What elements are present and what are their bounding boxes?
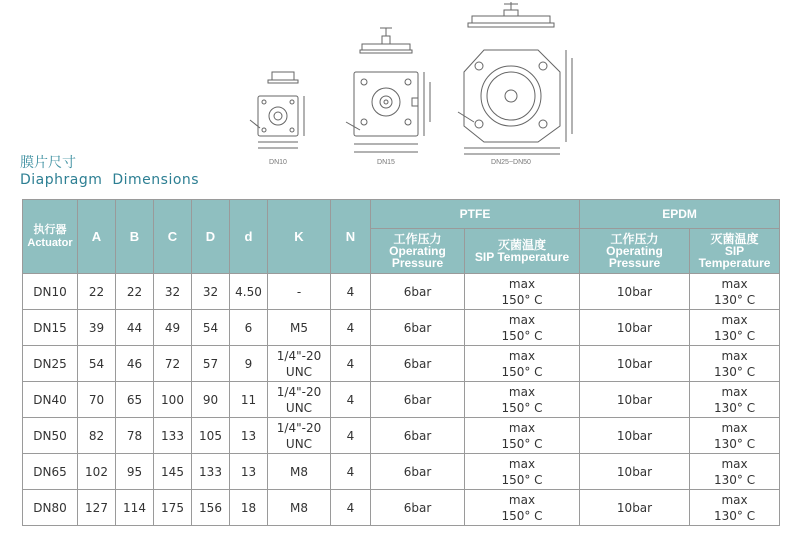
cell-epdm-pressure: 10bar — [580, 382, 690, 418]
header-col-n: N — [331, 200, 371, 274]
header-col-k: K — [268, 200, 331, 274]
drawing-dn15 — [346, 28, 430, 152]
table-body — [23, 274, 780, 526]
title-word-1: Diaphragm — [20, 172, 103, 188]
cell-ptfe-temperature — [465, 418, 580, 454]
cell-d-small: 9 — [230, 346, 268, 382]
header-epdm-operating-pressure — [580, 229, 690, 274]
cell-c: 32 — [154, 274, 192, 310]
cell-epdm-temperature-line: 130° C — [713, 328, 756, 343]
cell-epdm-temperature-line: max — [721, 456, 748, 471]
table-row — [23, 382, 780, 418]
cell-epdm-temperature-line: max — [721, 492, 748, 507]
drawing-dn25-dn50 — [458, 2, 572, 154]
cell-d-small: 18 — [230, 490, 268, 526]
header-col-c: C — [154, 200, 192, 274]
epdm-op-en1: Operating — [606, 244, 663, 258]
cell-d: 32 — [192, 274, 230, 310]
drawings-svg — [236, 2, 596, 166]
cell-epdm-temperature-line: max — [721, 420, 748, 435]
cell-d-small: 4.50 — [230, 274, 268, 310]
header-ptfe-sip-temperature — [465, 229, 580, 274]
ptfe-op-en1: Operating — [389, 244, 446, 258]
cell-ptfe-pressure: 6bar — [371, 490, 465, 526]
cell-k: M8 — [268, 490, 331, 526]
cell-c: 145 — [154, 454, 192, 490]
cell-k-line: 1/4"-20 — [276, 384, 322, 399]
cell-epdm-temperature-line: 130° C — [713, 472, 756, 487]
cell-a: 82 — [78, 418, 116, 454]
cell-k: M5 — [268, 310, 331, 346]
cell-k-line: UNC — [285, 364, 313, 379]
table-row — [23, 454, 780, 490]
cell-n: 4 — [331, 382, 371, 418]
cell-a: 102 — [78, 454, 116, 490]
cell-ptfe-temperature — [465, 382, 580, 418]
cell-k — [268, 418, 331, 454]
cell-epdm-temperature-line: 130° C — [713, 364, 756, 379]
cell-d-small: 11 — [230, 382, 268, 418]
cell-ptfe-temperature-line: 150° C — [501, 472, 543, 487]
cell-actuator: DN40 — [23, 382, 78, 418]
cell-epdm-temperature-line: max — [721, 276, 748, 291]
header-ptfe-operating-pressure — [371, 229, 465, 274]
cell-d-small: 13 — [230, 418, 268, 454]
cell-c: 49 — [154, 310, 192, 346]
cell-actuator: DN80 — [23, 490, 78, 526]
cell-d: 133 — [192, 454, 230, 490]
cell-epdm-temperature-line: 130° C — [713, 508, 756, 523]
diaphragm-drawings — [236, 2, 596, 166]
cell-epdm-temperature-line: max — [721, 384, 748, 399]
cell-a: 22 — [78, 274, 116, 310]
cell-b: 46 — [116, 346, 154, 382]
cell-b: 95 — [116, 454, 154, 490]
cell-actuator: DN25 — [23, 346, 78, 382]
cell-n: 4 — [331, 346, 371, 382]
cell-n: 4 — [331, 310, 371, 346]
cell-ptfe-temperature-line: max — [508, 492, 536, 507]
cell-n: 4 — [331, 274, 371, 310]
ptfe-sip-en: SIP Temperature — [474, 250, 570, 264]
section-title-cn: 膜片尺寸 — [20, 155, 76, 171]
header-actuator-cn: 执行器 — [33, 223, 67, 236]
cell-ptfe-temperature-line: max — [508, 456, 536, 471]
cell-ptfe-temperature — [465, 274, 580, 310]
cell-epdm-temperature — [690, 454, 780, 490]
cell-epdm-pressure: 10bar — [580, 490, 690, 526]
ptfe-op-cn: 工作压力 — [393, 232, 442, 246]
cell-ptfe-temperature-line: 150° C — [501, 364, 543, 379]
cell-epdm-temperature — [690, 418, 780, 454]
cell-c: 100 — [154, 382, 192, 418]
cell-actuator: DN15 — [23, 310, 78, 346]
cell-ptfe-pressure: 6bar — [371, 274, 465, 310]
table-row — [23, 490, 780, 526]
header-group-epdm: EPDM — [580, 200, 780, 229]
cell-epdm-temperature-line: 130° C — [713, 400, 756, 415]
cell-d: 105 — [192, 418, 230, 454]
cell-epdm-pressure: 10bar — [580, 274, 690, 310]
ptfe-sip-cn: 灭菌温度 — [498, 238, 547, 252]
cell-ptfe-temperature — [465, 310, 580, 346]
header-actuator — [23, 200, 78, 274]
diaphragm-dimensions-table — [22, 199, 780, 526]
cell-a: 70 — [78, 382, 116, 418]
cell-epdm-pressure: 10bar — [580, 310, 690, 346]
cell-b: 22 — [116, 274, 154, 310]
cell-epdm-temperature — [690, 490, 780, 526]
cell-ptfe-temperature-line: 150° C — [501, 292, 543, 307]
epdm-sip-en-a: SIP — [724, 244, 745, 258]
header-col-d-small: d — [230, 200, 268, 274]
cell-epdm-temperature-line: max — [721, 312, 748, 327]
cell-d-small: 13 — [230, 454, 268, 490]
cell-d: 90 — [192, 382, 230, 418]
cell-d: 156 — [192, 490, 230, 526]
cell-n: 4 — [331, 454, 371, 490]
cell-b: 44 — [116, 310, 154, 346]
cell-ptfe-temperature-line: max — [508, 384, 536, 399]
cell-ptfe-pressure: 6bar — [371, 310, 465, 346]
epdm-sip-cn: 灭菌温度 — [710, 232, 759, 246]
cell-k — [268, 346, 331, 382]
cell-ptfe-temperature-line: max — [508, 348, 536, 363]
title-word-2: Dimensions — [112, 172, 200, 188]
cell-ptfe-temperature-line: max — [508, 312, 536, 327]
cell-n: 4 — [331, 490, 371, 526]
drawing-label-dn15: DN15 — [377, 159, 395, 166]
cell-ptfe-temperature-line: 150° C — [501, 400, 543, 415]
header-row-1 — [23, 200, 780, 229]
cell-ptfe-temperature — [465, 490, 580, 526]
cell-ptfe-pressure: 6bar — [371, 418, 465, 454]
header-col-b: B — [116, 200, 154, 274]
cell-ptfe-pressure: 6bar — [371, 346, 465, 382]
cell-ptfe-temperature-line: max — [508, 420, 536, 435]
drawing-label-dn25-dn50: DN25~DN50 — [491, 159, 531, 166]
header-col-d: D — [192, 200, 230, 274]
epdm-op-en2: Pressure — [608, 256, 661, 270]
cell-k-line: UNC — [285, 400, 313, 415]
ptfe-op-en2: Pressure — [391, 256, 444, 270]
cell-k-line: 1/4"-20 — [276, 348, 322, 363]
cell-b: 78 — [116, 418, 154, 454]
cell-epdm-temperature — [690, 310, 780, 346]
section-title-en — [20, 172, 199, 188]
cell-ptfe-temperature-line: 150° C — [501, 436, 543, 451]
cell-k-line: UNC — [285, 436, 313, 451]
cell-n: 4 — [331, 418, 371, 454]
header-group-ptfe: PTFE — [371, 200, 580, 229]
cell-k — [268, 382, 331, 418]
cell-actuator: DN10 — [23, 274, 78, 310]
cell-c: 133 — [154, 418, 192, 454]
cell-a: 127 — [78, 490, 116, 526]
drawing-dn10 — [250, 72, 304, 148]
cell-epdm-pressure: 10bar — [580, 346, 690, 382]
cell-ptfe-temperature-line: 150° C — [501, 328, 543, 343]
cell-ptfe-temperature — [465, 346, 580, 382]
cell-ptfe-temperature-line: max — [508, 276, 536, 291]
cell-epdm-temperature — [690, 274, 780, 310]
cell-epdm-temperature-line: 130° C — [713, 292, 756, 307]
table-row — [23, 418, 780, 454]
cell-epdm-temperature-line: 130° C — [713, 436, 756, 451]
epdm-op-cn: 工作压力 — [610, 232, 659, 246]
cell-a: 39 — [78, 310, 116, 346]
table-row — [23, 310, 780, 346]
cell-ptfe-pressure: 6bar — [371, 454, 465, 490]
cell-k: - — [268, 274, 331, 310]
cell-c: 72 — [154, 346, 192, 382]
cell-ptfe-temperature — [465, 454, 580, 490]
cell-ptfe-pressure: 6bar — [371, 382, 465, 418]
cell-d: 57 — [192, 346, 230, 382]
cell-b: 114 — [116, 490, 154, 526]
cell-b: 65 — [116, 382, 154, 418]
header-epdm-sip-temperature — [690, 229, 780, 274]
cell-c: 175 — [154, 490, 192, 526]
cell-d-small: 6 — [230, 310, 268, 346]
cell-k-line: 1/4"-20 — [276, 420, 322, 435]
cell-epdm-pressure: 10bar — [580, 418, 690, 454]
drawing-label-dn10: DN10 — [269, 159, 287, 166]
table-row — [23, 346, 780, 382]
cell-ptfe-temperature-line: 150° C — [501, 508, 543, 523]
cell-k: M8 — [268, 454, 331, 490]
cell-epdm-temperature — [690, 382, 780, 418]
cell-epdm-temperature — [690, 346, 780, 382]
cell-actuator: DN65 — [23, 454, 78, 490]
cell-d: 54 — [192, 310, 230, 346]
cell-epdm-temperature-line: max — [721, 348, 748, 363]
table-row — [23, 274, 780, 310]
header-actuator-en: Actuator — [27, 236, 73, 249]
cell-epdm-pressure: 10bar — [580, 454, 690, 490]
cell-a: 54 — [78, 346, 116, 382]
header-col-a: A — [78, 200, 116, 274]
cell-actuator: DN50 — [23, 418, 78, 454]
epdm-sip-en-b: Temperature — [698, 256, 771, 270]
